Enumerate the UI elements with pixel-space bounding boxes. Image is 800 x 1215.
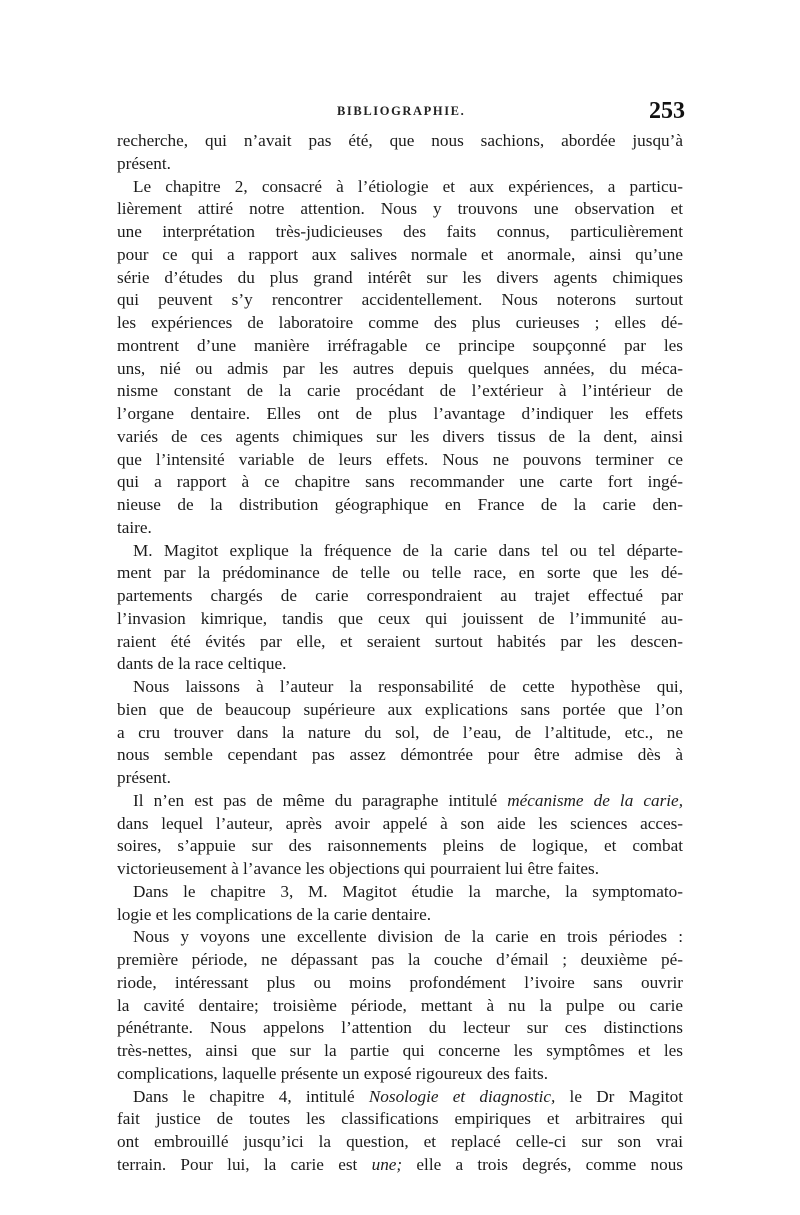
text-line: nous semble cependant pas assez démontrée pour être admise dès à: [117, 745, 683, 765]
text-line: Le chapitre 2, consacré à l’étiologie et aux expériences, a particu-: [133, 176, 683, 196]
text-line: série d’études du plus grand intérêt sur les divers agents chimiques: [117, 267, 683, 287]
text-line: présent.: [117, 768, 171, 787]
text-line: soires, s’appuie sur des raisonnements pleins de logique, et combat: [117, 836, 683, 856]
text-line: dans lequel l’auteur, après avoir appelé à son aide les sciences acces-: [117, 813, 683, 833]
text-line: présent.: [117, 153, 171, 173]
text-line: que l’intensité variable de leurs effets. Nous ne pouvons terminer ce: [117, 449, 683, 469]
text-line: taire.: [117, 517, 152, 537]
text-line: variés de ces agents chimiques sur les divers tissus de la dent, ainsi: [117, 426, 683, 446]
running-title: BIBLIOGRAPHIE.: [337, 104, 466, 118]
text-line: ont embrouillé jusqu’ici la question, et replacé celle-ci sur son vrai: [117, 1132, 683, 1151]
page-number: 253: [649, 98, 685, 124]
text-line: lièrement attiré notre attention. Nous y trouvons une observation et: [117, 199, 683, 219]
text-line: pénétrante. Nous appelons l’attention du lecteur sur ces distinctions: [117, 1018, 683, 1038]
text-line: la cavité dentaire; troisième période, mettant à nu la pulpe ou carie: [117, 995, 683, 1015]
text-line: partements chargés de carie correspondraient au trajet effectué par: [117, 586, 683, 605]
text-line: Dans le chapitre 4, intitulé Nosologie et diagnostic, le Dr Magitot: [133, 1086, 683, 1106]
text-line: très-nettes, ainsi que sur la partie qui concerne les symptômes et les: [117, 1041, 683, 1060]
text-line: nieuse de la distribution géographique en France de la carie den-: [117, 495, 683, 514]
text-line: montrent d’une manière irréfragable ce principe soupçonné par les: [117, 335, 683, 355]
text-line: qui peuvent s’y rencontrer accidentellement. Nous noterons surtout: [117, 290, 683, 310]
text-line: riode, intéressant plus ou moins profondément l’ivoire sans ouvrir: [117, 972, 683, 992]
text-line: M. Magitot explique la fréquence de la carie dans tel ou tel départe-: [133, 540, 683, 560]
text-line: Nous y voyons une excellente division de la carie en trois périodes :: [133, 927, 683, 947]
body-text: [117, 130, 683, 1177]
text-line: victorieusement à l’avance les objections qui pourraient lui être faites.: [117, 859, 600, 878]
text-line: fait justice de toutes les classifications empiriques et arbitraires qui: [117, 1109, 683, 1129]
running-head: [115, 98, 685, 128]
text-line: raient été évités par elle, et seraient surtout habités par les descen-: [117, 631, 683, 651]
text-line: terrain. Pour lui, la carie est une; elle a trois degrés, comme nous: [117, 1154, 683, 1174]
text-line: les expériences de laboratoire comme des plus curieuses ; elles dé-: [117, 313, 683, 332]
text-line: l’organe dentaire. Elles ont de plus l’avantage d’indiquer les effets: [117, 404, 683, 423]
text-line: Dans le chapitre 3, M. Magitot étudie la marche, la symptomato-: [133, 881, 683, 901]
text-line: une interprétation très-judicieuses des faits connus, particulièrement: [117, 222, 683, 241]
text-line: a cru trouver dans la nature du sol, de l’eau, de l’altitude, etc., ne: [117, 722, 683, 742]
text-line: bien que de beaucoup supérieure aux explications sans portée que l’on: [117, 699, 683, 719]
text-line: l’invasion kimrique, tandis que ceux qui jouissent de l’immunité au-: [117, 608, 683, 628]
text-line: ment par la prédominance de telle ou telle race, en sorte que les dé-: [117, 563, 683, 583]
text-line: recherche, qui n’avait pas été, que nous sachions, abordée jusqu’à: [117, 131, 683, 150]
text-line: complications, laquelle présente un exposé rigoureux des faits.: [117, 1063, 548, 1083]
text-line: pour ce qui a rapport aux salives normale et anormale, ainsi qu’une: [117, 244, 683, 264]
text-line: première période, ne dépassant pas la couche d’émail ; deuxième pé-: [117, 950, 683, 969]
text-line: Il n’en est pas de même du paragraphe intitulé mécanisme de la carie,: [133, 790, 683, 810]
text-line: Nous laissons à l’auteur la responsabilité de cette hypothèse qui,: [133, 677, 683, 696]
text-line: logie et les complications de la carie dentaire.: [117, 904, 432, 924]
text-line: qui a rapport à ce chapitre sans recommander une carte fort ingé-: [117, 472, 683, 492]
text-line: nisme constant de la carie procédant de l’extérieur à l’intérieur de: [117, 381, 683, 401]
text-line: uns, nié ou admis par les autres depuis quelques années, du méca-: [117, 358, 683, 378]
text-line: dants de la race celtique.: [117, 654, 287, 674]
